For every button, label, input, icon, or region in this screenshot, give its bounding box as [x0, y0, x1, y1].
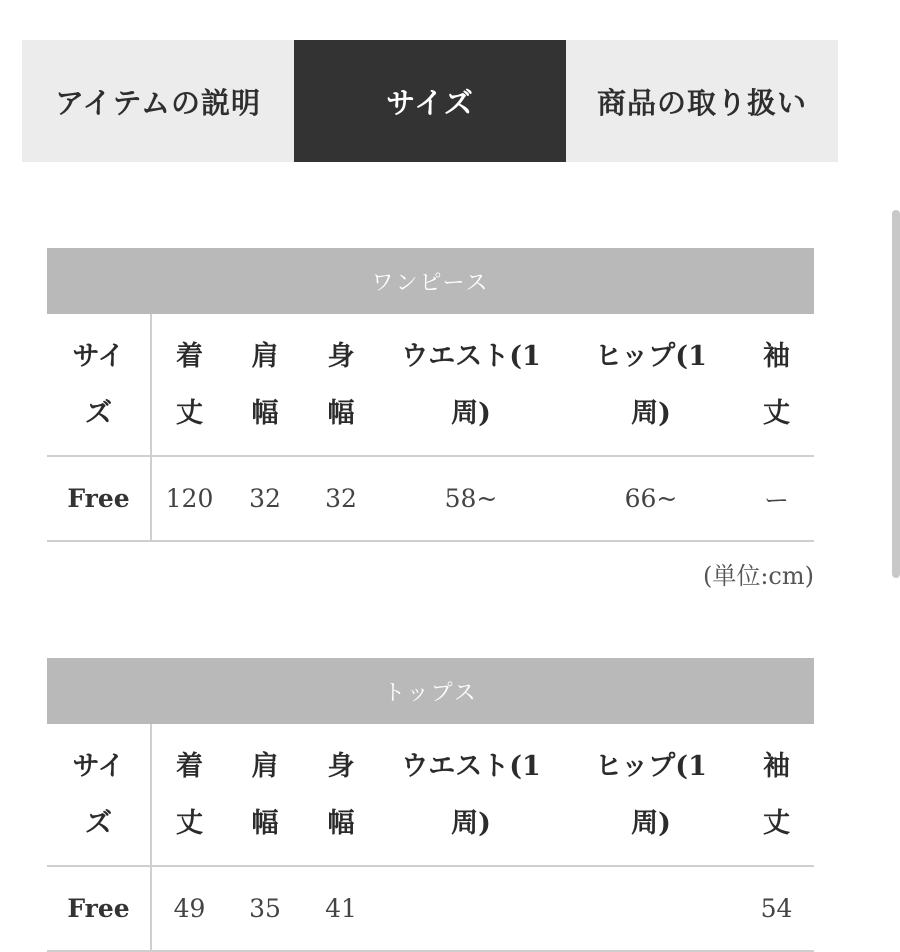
cell-size: Free — [47, 866, 151, 951]
size-table — [47, 724, 814, 952]
header-hip: ヒップ(1 周) — [563, 314, 739, 456]
cell-shoulder: 35 — [227, 866, 303, 951]
header-sleeve: 袖 丈 — [739, 314, 814, 456]
cell-sleeve: ー — [739, 456, 814, 541]
size-table — [47, 314, 814, 542]
cell-size: Free — [47, 456, 151, 541]
cell-hip: 66~ — [563, 456, 739, 541]
table-row — [47, 866, 814, 951]
cell-width: 32 — [303, 456, 379, 541]
cell-hip — [563, 866, 739, 951]
header-width: 身 幅 — [303, 314, 379, 456]
tab-handling[interactable]: 商品の取り扱い — [596, 85, 807, 120]
header-shoulder: 肩 幅 — [227, 724, 303, 866]
size-section-onepiece — [47, 248, 814, 591]
table-header-row — [47, 724, 814, 866]
cell-sleeve: 54 — [739, 866, 814, 951]
header-length: 着 丈 — [151, 724, 227, 866]
header-width: 身 幅 — [303, 724, 379, 866]
header-sleeve: 袖 丈 — [739, 724, 814, 866]
cell-width: 41 — [303, 866, 379, 951]
cell-length: 120 — [151, 456, 227, 541]
cell-shoulder: 32 — [227, 456, 303, 541]
header-hip: ヒップ(1 周) — [563, 724, 739, 866]
header-shoulder: 肩 幅 — [227, 314, 303, 456]
header-waist: ウエスト(1 周) — [379, 724, 563, 866]
scrollbar-thumb[interactable] — [892, 210, 900, 578]
header-length: 着 丈 — [151, 314, 227, 456]
header-size: サイ ズ — [47, 724, 151, 866]
tab-item-description[interactable]: アイテムの説明 — [55, 85, 261, 120]
cell-length: 49 — [151, 866, 227, 951]
section-title: ワンピース — [47, 248, 814, 314]
size-section-tops — [47, 658, 814, 952]
header-waist: ウエスト(1 周) — [379, 314, 563, 456]
tab-size[interactable]: サイズ — [294, 40, 566, 162]
cell-waist — [379, 866, 563, 951]
header-size: サイ ズ — [47, 314, 151, 456]
section-title: トップス — [47, 658, 814, 724]
table-header-row — [47, 314, 814, 456]
unit-note: (単位:cm) — [702, 562, 814, 590]
tab-bar — [22, 40, 838, 162]
table-row — [47, 456, 814, 541]
cell-waist: 58~ — [379, 456, 563, 541]
